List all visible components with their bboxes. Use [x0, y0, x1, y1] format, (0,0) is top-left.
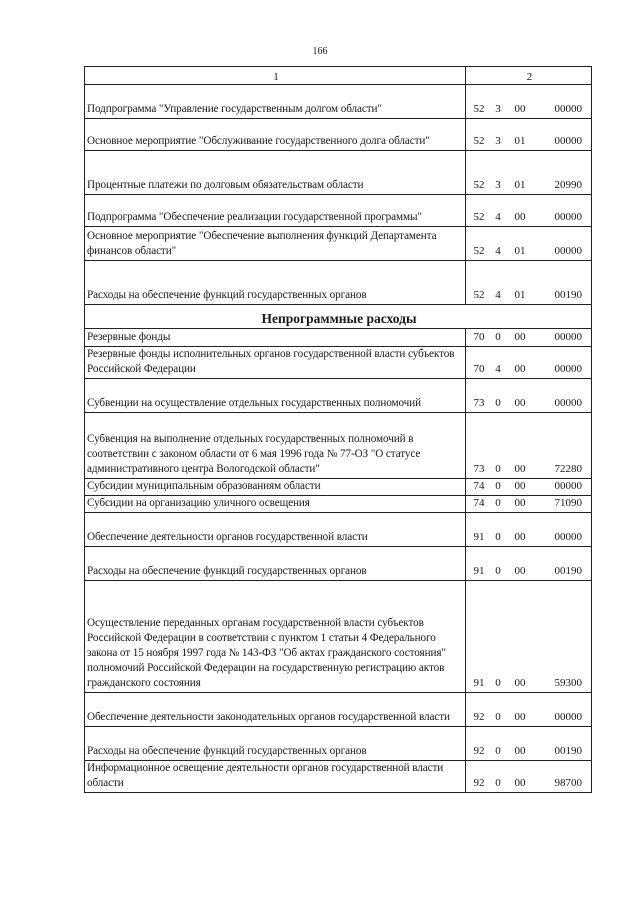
- code-part-c1: 52: [473, 103, 485, 115]
- row-name: Резервные фонды исполнительных органов государственной власти субъектов Российской Федерации: [85, 347, 466, 379]
- code-cell: [466, 195, 592, 227]
- code-cell: [466, 413, 592, 479]
- row-name: Подпрограмма "Обеспечение реализации государственной программы": [85, 195, 466, 227]
- code-part-c1: 91: [473, 565, 485, 577]
- code-part-c4: 71090: [554, 497, 582, 509]
- code-part-c1: 91: [473, 531, 485, 543]
- code-part-c2: 3: [495, 135, 501, 147]
- code-part-c3: 00: [514, 103, 526, 115]
- budget-table: [84, 66, 592, 793]
- code-part-c2: 0: [495, 480, 501, 492]
- code-part-c1: 52: [473, 245, 485, 257]
- table-row: [85, 547, 592, 581]
- code-cell: [466, 151, 592, 195]
- code-cell: [466, 581, 592, 693]
- section-row: [85, 305, 592, 329]
- table-row: [85, 329, 592, 347]
- code-part-c4: 00190: [554, 289, 582, 301]
- table-row: [85, 496, 592, 513]
- code-part-c3: 00: [514, 677, 526, 689]
- code-part-c1: 74: [473, 497, 485, 509]
- code-part-c3: 00: [514, 711, 526, 723]
- table-row: [85, 85, 592, 119]
- code-part-c1: 52: [473, 135, 485, 147]
- row-name: Основное мероприятие "Обеспечение выполнения функций Департамента финансов области": [85, 227, 466, 261]
- code-part-c1: 92: [473, 777, 485, 789]
- code-part-c3: 00: [514, 480, 526, 492]
- row-name: Подпрограмма "Управление государственным долгом области": [85, 85, 466, 119]
- code-cell: [466, 496, 592, 513]
- table-row: [85, 347, 592, 379]
- code-part-c2: 3: [495, 103, 501, 115]
- code-part-c2: 0: [495, 463, 501, 475]
- table-row: [85, 513, 592, 547]
- code-part-c3: 00: [514, 397, 526, 409]
- code-part-c2: 0: [495, 711, 501, 723]
- code-part-c3: 01: [514, 135, 526, 147]
- code-cell: [466, 119, 592, 151]
- code-cell: [466, 513, 592, 547]
- code-part-c1: 70: [473, 363, 485, 375]
- table-row: [85, 195, 592, 227]
- table-row: [85, 227, 592, 261]
- code-part-c4: 00000: [554, 103, 582, 115]
- code-part-c2: 4: [495, 211, 501, 223]
- table-row: [85, 479, 592, 496]
- row-name: Обеспечение деятельности органов государственной власти: [85, 513, 466, 547]
- code-part-c4: 00000: [554, 363, 582, 375]
- code-part-c2: 0: [495, 331, 501, 343]
- code-part-c3: 01: [514, 289, 526, 301]
- code-cell: [466, 329, 592, 347]
- header-col-2: 2: [466, 67, 592, 85]
- code-part-c3: 00: [514, 745, 526, 757]
- code-part-c2: 0: [495, 531, 501, 543]
- code-part-c1: 92: [473, 745, 485, 757]
- code-part-c3: 00: [514, 331, 526, 343]
- code-cell: [466, 347, 592, 379]
- code-cell: [466, 379, 592, 413]
- code-part-c3: 00: [514, 363, 526, 375]
- row-name: Расходы на обеспечение функций государственных органов: [85, 261, 466, 305]
- code-part-c1: 73: [473, 397, 485, 409]
- code-part-c4: 00190: [554, 565, 582, 577]
- code-part-c1: 70: [473, 331, 485, 343]
- code-part-c1: 52: [473, 179, 485, 191]
- code-part-c4: 00000: [554, 331, 582, 343]
- code-part-c3: 00: [514, 211, 526, 223]
- code-part-c4: 00000: [554, 245, 582, 257]
- code-part-c4: 72280: [554, 463, 582, 475]
- code-part-c1: 52: [473, 289, 485, 301]
- code-part-c3: 00: [514, 777, 526, 789]
- code-part-c2: 4: [495, 363, 501, 375]
- code-part-c1: 74: [473, 480, 485, 492]
- table-row: [85, 151, 592, 195]
- row-name: Субсидии на организацию уличного освещения: [85, 496, 466, 513]
- code-cell: [466, 85, 592, 119]
- page-number: 166: [312, 46, 328, 57]
- code-part-c2: 0: [495, 565, 501, 577]
- code-part-c4: 00000: [554, 211, 582, 223]
- code-part-c1: 91: [473, 677, 485, 689]
- code-part-c3: 00: [514, 565, 526, 577]
- table-row: [85, 413, 592, 479]
- row-name: Обеспечение деятельности законодательных органов государственной власти: [85, 693, 466, 727]
- code-part-c3: 01: [514, 245, 526, 257]
- table-row: [85, 727, 592, 761]
- table-row: [85, 119, 592, 151]
- code-part-c2: 0: [495, 497, 501, 509]
- code-part-c2: 0: [495, 777, 501, 789]
- table-row: [85, 761, 592, 793]
- code-part-c1: 73: [473, 463, 485, 475]
- code-part-c2: 0: [495, 397, 501, 409]
- code-cell: [466, 261, 592, 305]
- row-name: Резервные фонды: [85, 329, 466, 347]
- row-name: Субвенции на осуществление отдельных государственных полномочий: [85, 379, 466, 413]
- code-part-c4: 00000: [554, 531, 582, 543]
- header-col-1: 1: [85, 67, 466, 85]
- row-name: Субвенция на выполнение отдельных государственных полномочий в соответствии с законом области от 6 мая 1996 года № 77-ОЗ "О статусе административного центра Вологодской области": [85, 413, 466, 479]
- code-part-c3: 00: [514, 497, 526, 509]
- code-cell: [466, 693, 592, 727]
- code-part-c4: 00000: [554, 480, 582, 492]
- code-part-c4: 00190: [554, 745, 582, 757]
- code-part-c2: 3: [495, 179, 501, 191]
- table-row: [85, 581, 592, 693]
- row-name: Процентные платежи по долговым обязательствам области: [85, 151, 466, 195]
- code-cell: [466, 479, 592, 496]
- code-part-c3: 00: [514, 463, 526, 475]
- code-part-c2: 4: [495, 245, 501, 257]
- code-part-c3: 00: [514, 531, 526, 543]
- table-row: [85, 693, 592, 727]
- header-row: [85, 67, 592, 85]
- row-name: Расходы на обеспечение функций государственных органов: [85, 547, 466, 581]
- row-name: Осуществление переданных органам государственной власти субъектов Российской Федерации в соответствии с пунктом 1 статьи 4 Федерального закона от 15 ноября 1997 года № 143-ФЗ "Об актах гражданского состояния" полномочий Российской Федерации на государственную регистрацию актов гражданского состояния: [85, 581, 466, 693]
- code-part-c3: 01: [514, 179, 526, 191]
- row-name: Основное мероприятие "Обслуживание государственного долга области": [85, 119, 466, 151]
- code-part-c4: 59300: [554, 677, 582, 689]
- code-part-c4: 20990: [554, 179, 582, 191]
- code-cell: [466, 727, 592, 761]
- code-part-c2: 0: [495, 677, 501, 689]
- row-name: Информационное освещение деятельности органов государственной власти области: [85, 761, 466, 793]
- code-part-c4: 00000: [554, 711, 582, 723]
- section-title: Непрограммные расходы: [85, 305, 592, 329]
- code-part-c2: 0: [495, 745, 501, 757]
- row-name: Расходы на обеспечение функций государственных органов: [85, 727, 466, 761]
- table-row: [85, 379, 592, 413]
- code-part-c2: 4: [495, 289, 501, 301]
- code-part-c1: 92: [473, 711, 485, 723]
- code-cell: [466, 761, 592, 793]
- row-name: Субсидии муниципальным образованиям области: [85, 479, 466, 496]
- code-part-c4: 00000: [554, 397, 582, 409]
- code-part-c4: 98700: [554, 777, 582, 789]
- code-cell: [466, 227, 592, 261]
- table-row: [85, 261, 592, 305]
- code-part-c4: 00000: [554, 135, 582, 147]
- code-cell: [466, 547, 592, 581]
- code-part-c1: 52: [473, 211, 485, 223]
